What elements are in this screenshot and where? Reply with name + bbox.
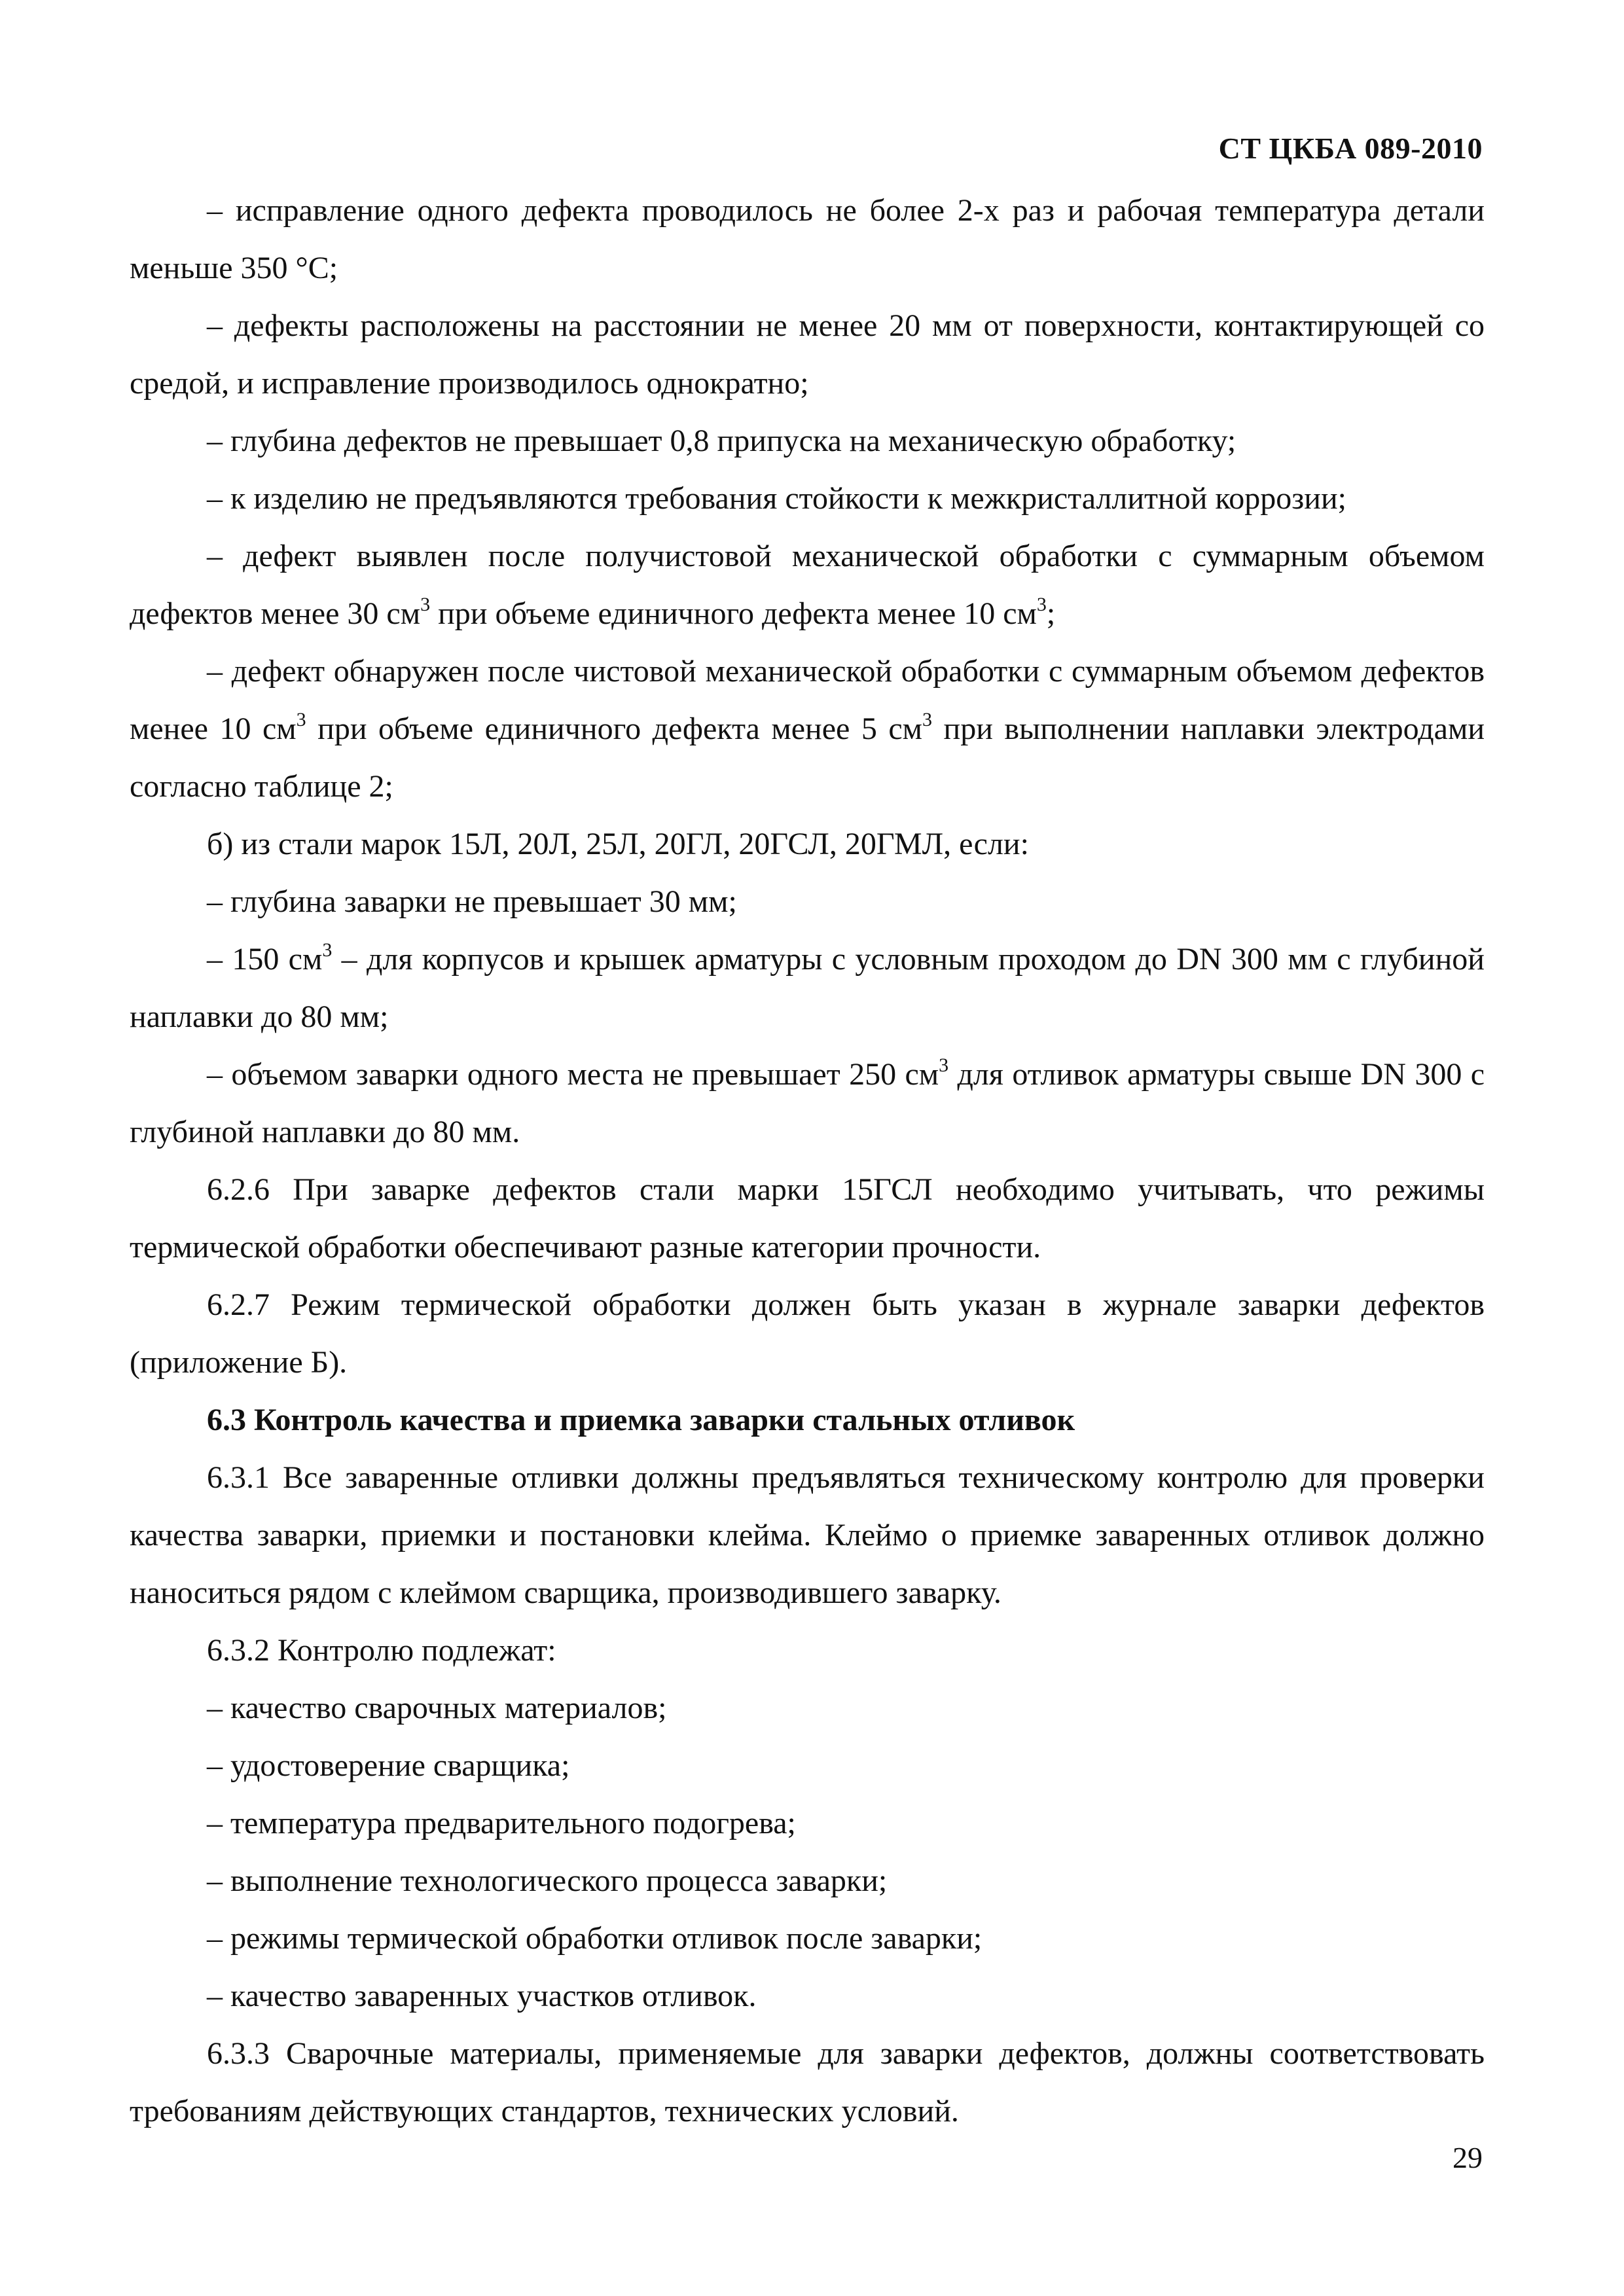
text-run: – для корпусов и крышек арматуры с условным проходом до DN 300 мм с глубиной наплавки до 80 мм; bbox=[130, 942, 1485, 1034]
paragraph: 6.3.2 Контролю подлежат: bbox=[207, 1633, 556, 1668]
list-item: – качество заваренных участков отливок. bbox=[207, 1979, 757, 2013]
list-item: – выполнение технологического процесса заварки; bbox=[207, 1863, 888, 1898]
superscript: 3 bbox=[322, 939, 333, 961]
section-heading: 6.3 Контроль качества и приемка заварки стальных отливок bbox=[207, 1403, 1075, 1437]
paragraph: 6.2.7 Режим термической обработки должен быть указан в журнале заварки дефектов (приложение Б). bbox=[130, 1287, 1485, 1380]
superscript: 3 bbox=[1036, 594, 1047, 615]
list-item: – дефекты расположены на расстоянии не менее 20 мм от поверхности, контактирующей со средой, и исправление производилось однократно; bbox=[130, 308, 1485, 401]
superscript: 3 bbox=[296, 709, 306, 730]
list-item: – температура предварительного подогрева; bbox=[207, 1806, 796, 1840]
list-item: – исправление одного дефекта проводилось не более 2-х раз и рабочая температура детали меньше 350 °С; bbox=[130, 193, 1485, 285]
list-item bbox=[130, 643, 1485, 816]
paragraph: б) из стали марок 15Л, 20Л, 25Л, 20ГЛ, 20ГСЛ, 20ГМЛ, если: bbox=[207, 827, 1029, 861]
list-item bbox=[130, 1046, 1485, 1161]
page-number: 29 bbox=[1453, 2141, 1483, 2174]
superscript: 3 bbox=[420, 594, 431, 615]
text-run: – 150 см bbox=[207, 942, 323, 977]
paragraph: 6.3.3 Сварочные материалы, применяемые для заварки дефектов, должны соответствовать требованиям действующих стандартов, технических условий. bbox=[130, 2036, 1485, 2128]
paragraph: 6.2.6 При заварке дефектов стали марки 15ГСЛ необходимо учитывать, что режимы термической обработки обеспечивают разные категории прочности. bbox=[130, 1172, 1485, 1265]
list-item bbox=[130, 931, 1485, 1046]
superscript: 3 bbox=[922, 709, 933, 730]
list-item: – качество сварочных материалов; bbox=[207, 1691, 667, 1725]
text-run: ; bbox=[1046, 596, 1056, 631]
list-item: – удостоверение сварщика; bbox=[207, 1748, 570, 1783]
list-item: – к изделию не предъявляются требования стойкости к межкристаллитной коррозии; bbox=[207, 481, 1346, 516]
list-item: – глубина заварки не превышает 30 мм; bbox=[207, 884, 737, 919]
list-item bbox=[130, 528, 1485, 643]
document-code-header: СТ ЦКБА 089-2010 bbox=[1218, 132, 1483, 165]
list-item: – глубина дефектов не превышает 0,8 припуска на механическую обработку; bbox=[207, 423, 1236, 458]
superscript: 3 bbox=[939, 1054, 949, 1076]
text-run: при объеме единичного дефекта менее 5 см bbox=[306, 711, 923, 746]
text-run: – дефект обнаружен после чистовой механической обработки с суммарным объемом дефектов менее 10 см bbox=[130, 654, 1485, 746]
text-run: – дефект выявлен после получистовой механической обработки с суммарным объемом дефектов менее 30 см bbox=[130, 539, 1485, 631]
text-run: – объемом заварки одного места не превышает 250 см bbox=[207, 1057, 939, 1092]
text-run: при объеме единичного дефекта менее 10 см bbox=[430, 596, 1037, 631]
text-run: для отливок арматуры свыше DN 300 с глубиной наплавки до 80 мм. bbox=[130, 1057, 1485, 1149]
list-item: – режимы термической обработки отливок после заварки; bbox=[207, 1921, 983, 1956]
paragraph: 6.3.1 Все заваренные отливки должны предъявляться техническому контролю для проверки качества заварки, приемки и постановки клейма. Клеймо о приемке заваренных отливок должно наноситься рядом с клеймом сварщика, производившего заварку. bbox=[130, 1460, 1485, 1610]
body-text bbox=[130, 182, 1485, 2140]
text-run: при выполнении наплавки электродами согласно таблице 2; bbox=[130, 711, 1485, 804]
